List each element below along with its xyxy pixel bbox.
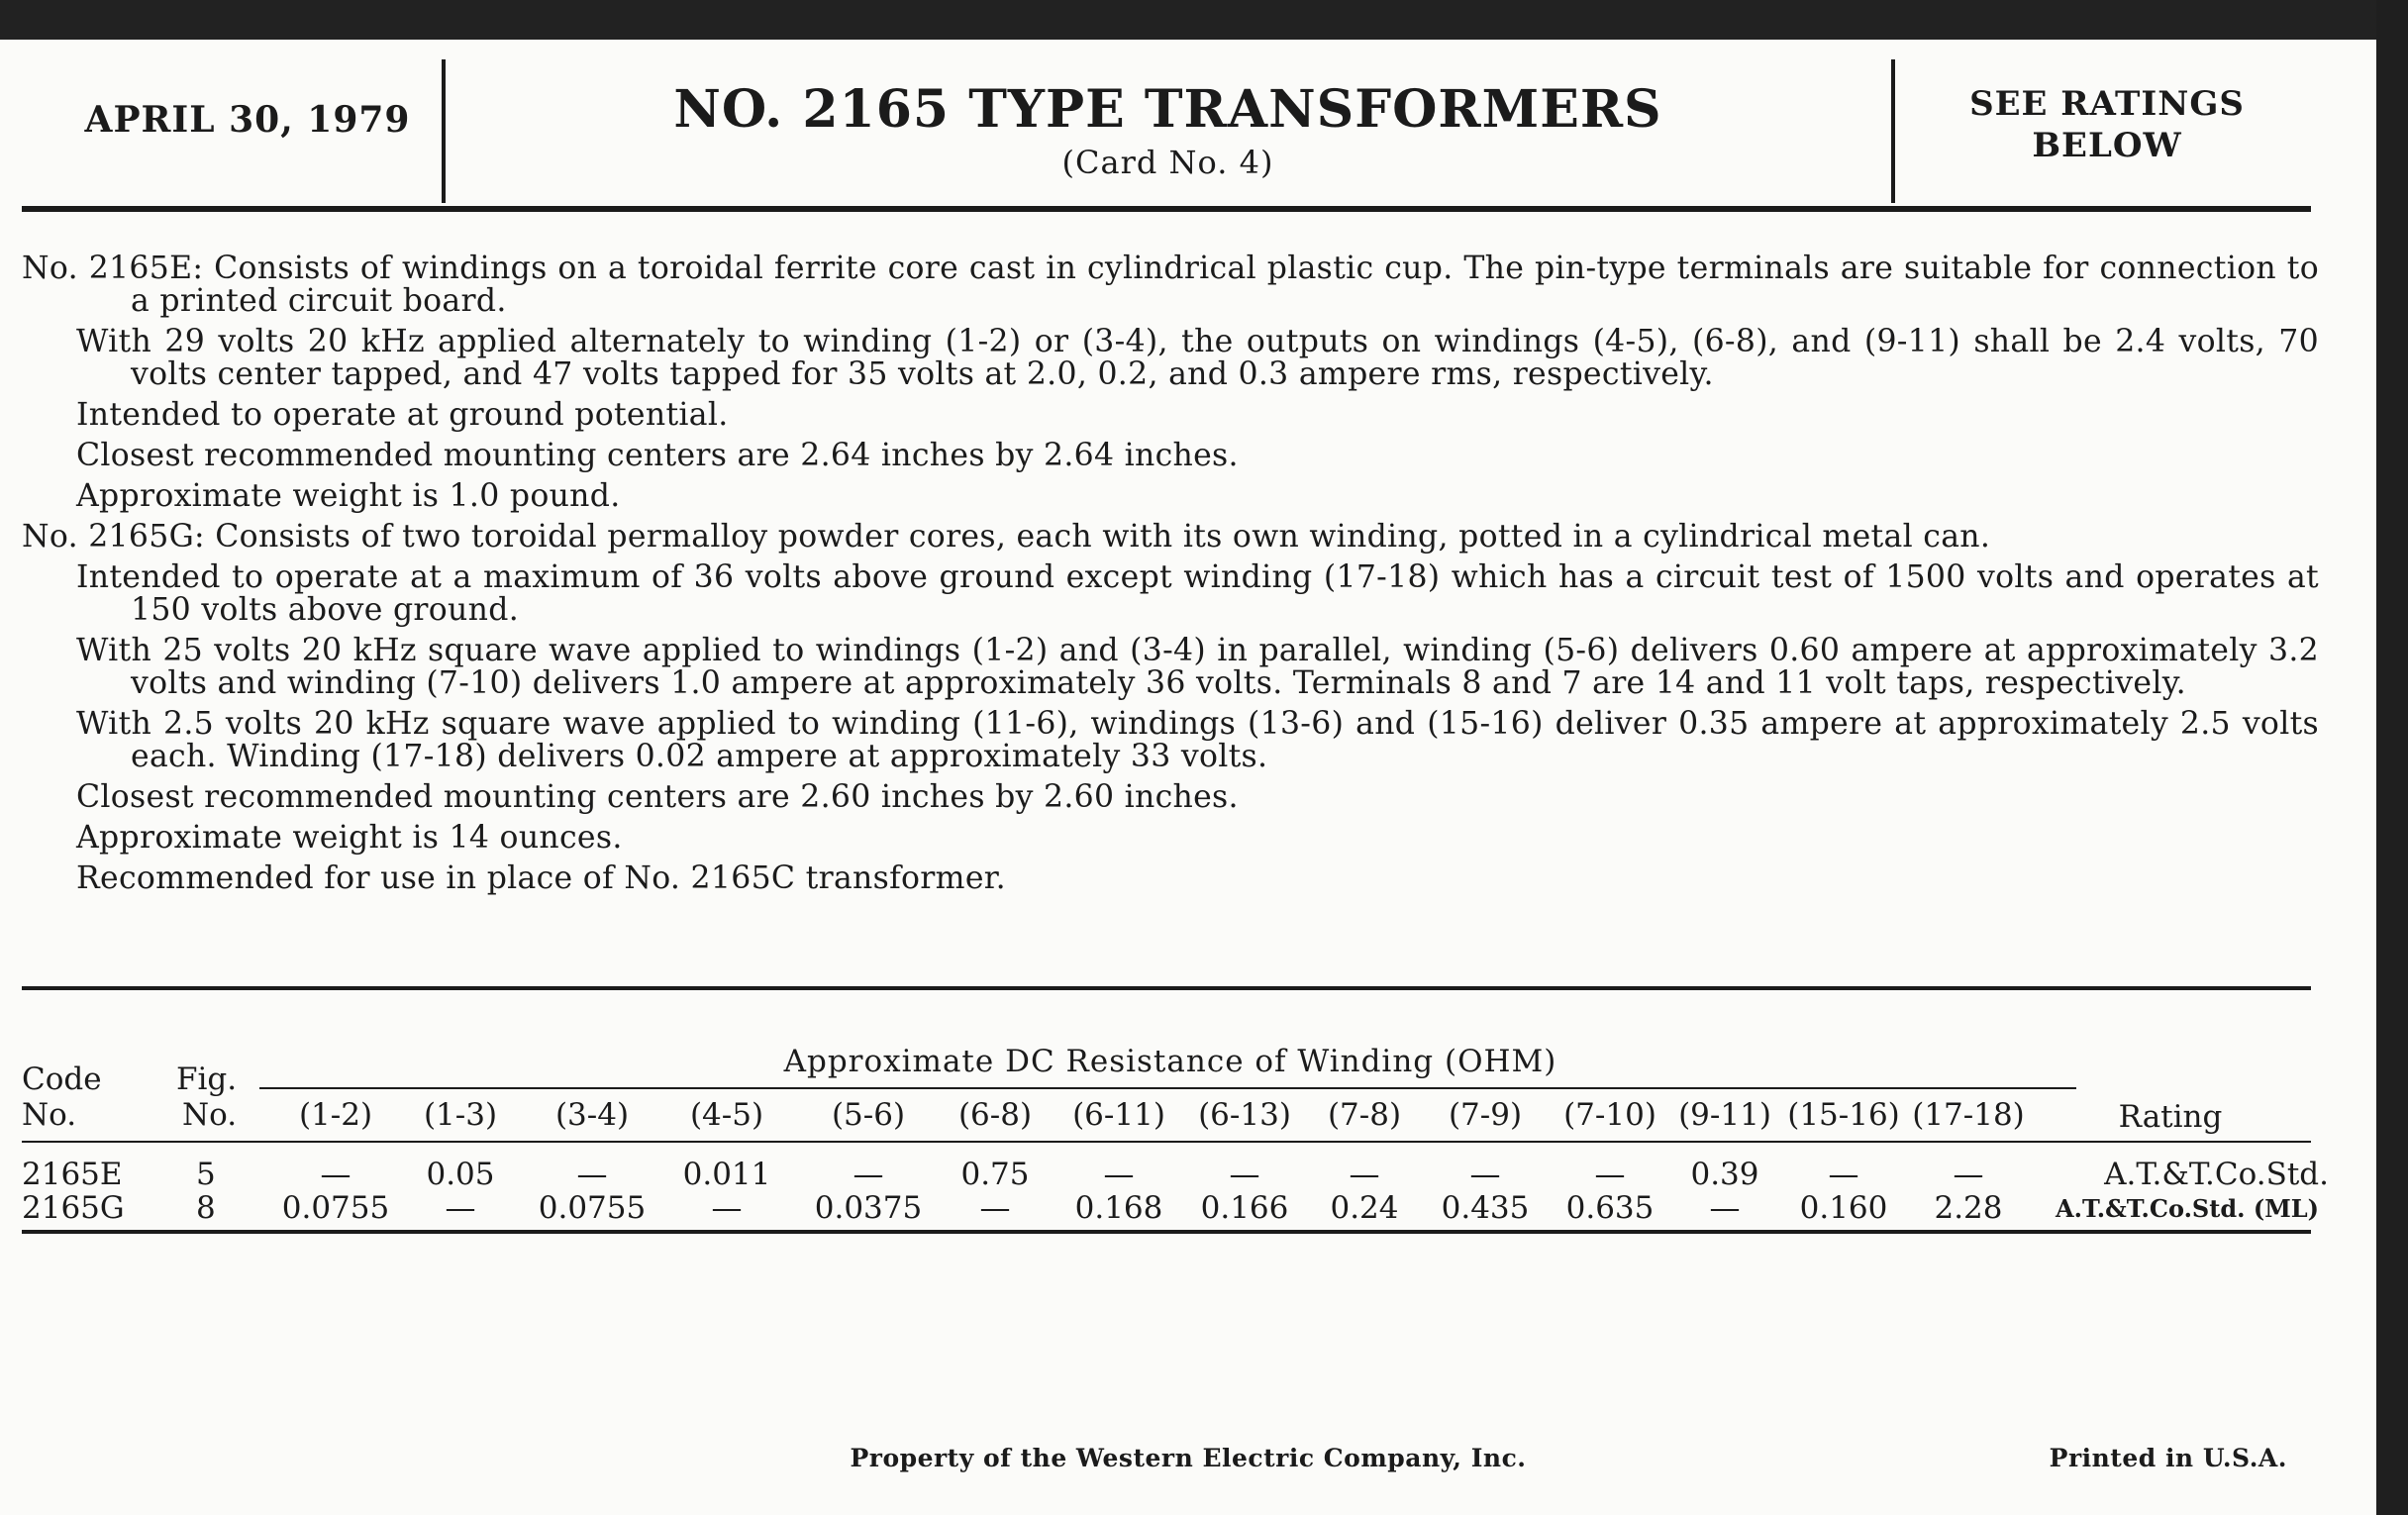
card-number: (Card No. 4) — [1061, 144, 1274, 181]
resistance-value: — — [1828, 1157, 1859, 1192]
para-2165g-square-wave-25v: With 25 volts 20 kHz square wave applied to windings (1-2) and (3-4) in parallel, winding (5-6) delivers 0.60 ampere at approximately 3.2 volts and winding (7-10) delivers 1.0 ampere at approximately 36 volts. Terminals 8 and 7 are 14 and 11 volt taps, respectively. — [76, 633, 2319, 701]
para-2165g-mounting: Closest recommended mounting centers are 2.60 inches by 2.60 inches. — [76, 779, 1239, 815]
resistance-value: 0.168 — [1074, 1190, 1163, 1226]
winding-column-header: (5-6) — [831, 1097, 906, 1133]
ratings-note-line1: SEE RATINGS — [1969, 84, 2245, 124]
winding-column-header: (9-11) — [1678, 1097, 1771, 1133]
ratings-note-line2: BELOW — [2032, 126, 2182, 165]
card-header — [0, 40, 2317, 208]
table-header-rule — [22, 1141, 2311, 1143]
winding-column-header: (6-13) — [1198, 1097, 1291, 1133]
resistance-value: 0.0755 — [281, 1190, 390, 1226]
winding-column-header: (4-5) — [689, 1097, 764, 1133]
winding-column-header: (6-11) — [1072, 1097, 1165, 1133]
resistance-value: — — [320, 1157, 351, 1192]
winding-column-header: (7-9) — [1448, 1097, 1523, 1133]
scan-border-top — [0, 0, 2408, 40]
resistance-value: — — [1469, 1157, 1501, 1192]
resistance-value: 2.28 — [1934, 1190, 2003, 1226]
resistance-value: 0.0755 — [538, 1190, 647, 1226]
row-code: 2165E — [22, 1157, 123, 1192]
winding-column-header: (1-2) — [298, 1097, 373, 1133]
resistance-value: 0.166 — [1200, 1190, 1289, 1226]
resistance-span-header: Approximate DC Resistance of Winding (OHM) — [783, 1044, 1557, 1079]
para-2165g-square-wave-2-5v: With 2.5 volts 20 kHz square wave applied to winding (11-6), windings (13-6) and (15-16) deliver 0.35 ampere at approximately 2.5 volts each. Winding (17-18) delivers 0.02 ampere at approximately 33 volts. — [76, 706, 2319, 774]
header-divider-left — [442, 59, 446, 203]
para-text: Consists of windings on a toroidal ferrite core cast in cylindrical plastic cup. The pin-type terminals are suitable for connection to a printed circuit board. — [131, 251, 2319, 319]
code-header-line1: Code — [22, 1061, 102, 1097]
winding-column-header: (7-10) — [1563, 1097, 1656, 1133]
table-bottom-rule — [22, 1230, 2311, 1234]
para-2165e-mounting: Closest recommended mounting centers are 2.64 inches by 2.64 inches. — [76, 438, 1239, 473]
resistance-value: — — [979, 1190, 1011, 1226]
resistance-value: — — [853, 1157, 884, 1192]
resistance-value: — — [1709, 1190, 1741, 1226]
code-header-line2: No. — [22, 1097, 77, 1133]
fig-header-line1: Fig. — [176, 1061, 238, 1097]
resistance-value: 0.160 — [1799, 1190, 1888, 1226]
para-text: Consists of two toroidal permalloy powder cores, each with its own winding, potted in a cylindrical metal can. — [215, 519, 1991, 555]
resistance-value: 0.75 — [960, 1157, 1030, 1192]
span-header-rule — [259, 1087, 2076, 1089]
para-2165e-intro — [22, 252, 2319, 318]
resistance-value: 0.635 — [1565, 1190, 1655, 1226]
winding-column-header: (17-18) — [1912, 1097, 2025, 1133]
description-body — [22, 252, 2319, 903]
para-2165g-replacement: Recommended for use in place of No. 2165C transformer. — [76, 860, 1006, 896]
ratings-note — [1899, 83, 2315, 166]
resistance-value: — — [1229, 1157, 1260, 1192]
resistance-value: 0.435 — [1441, 1190, 1530, 1226]
para-2165g-intro — [22, 521, 2319, 554]
fig-header-line2: No. — [182, 1097, 238, 1133]
table-top-rule — [22, 986, 2311, 990]
row-rating: A.T.&T.Co.Std. (ML) — [2056, 1194, 2319, 1223]
row-fig: 8 — [196, 1190, 216, 1226]
issue-date: APRIL 30, 1979 — [84, 99, 411, 141]
resistance-value: — — [1594, 1157, 1626, 1192]
resistance-value: 0.0375 — [814, 1190, 923, 1226]
page-title-block — [448, 79, 1888, 181]
page-title: NO. 2165 TYPE TRANSFORMERS — [673, 79, 1662, 140]
scan-border-right — [2376, 0, 2408, 1515]
header-rule — [22, 206, 2311, 212]
resistance-value: 0.011 — [682, 1157, 771, 1192]
para-2165g-potential: Intended to operate at a maximum of 36 volts above ground except winding (17-18) which has a circuit test of 1500 volts and operates at 150 volts above ground. — [76, 559, 2319, 628]
code-label-2165e: No. 2165E: — [22, 251, 204, 286]
resistance-value: 0.05 — [426, 1157, 495, 1192]
winding-column-header: (15-16) — [1787, 1097, 1900, 1133]
winding-column-header: (1-3) — [423, 1097, 498, 1133]
para-2165e-weight: Approximate weight is 1.0 pound. — [76, 478, 621, 514]
resistance-value: — — [1103, 1157, 1135, 1192]
rating-header: Rating — [2118, 1099, 2223, 1135]
row-code: 2165G — [22, 1190, 125, 1226]
para-2165e-outputs: With 29 volts 20 kHz applied alternately to winding (1-2) or (3-4), the outputs on windings (4-5), (6-8), and (9-11) shall be 2.4 volts, 70 volts center tapped, and 47 volts tapped for 35 volts at 2.0, 0.2, and 0.3 ampere rms, respectively. — [76, 324, 2319, 392]
header-divider-right — [1891, 59, 1895, 203]
code-label-2165g: No. 2165G: — [22, 519, 205, 555]
resistance-value: 0.39 — [1690, 1157, 1759, 1192]
resistance-value: — — [1349, 1157, 1380, 1192]
row-rating: A.T.&T.Co.Std. — [2104, 1157, 2329, 1192]
row-fig: 5 — [196, 1157, 216, 1192]
property-notice: Property of the Western Electric Company, Inc. — [850, 1444, 1527, 1472]
resistance-value: — — [445, 1190, 476, 1226]
printed-notice: Printed in U.S.A. — [2049, 1444, 2287, 1472]
winding-column-header: (7-8) — [1327, 1097, 1402, 1133]
resistance-value: — — [711, 1190, 743, 1226]
resistance-value: 0.24 — [1330, 1190, 1399, 1226]
resistance-value: — — [576, 1157, 608, 1192]
para-2165g-weight: Approximate weight is 14 ounces. — [76, 820, 623, 856]
data-card — [0, 40, 2376, 1515]
resistance-value: — — [1953, 1157, 1984, 1192]
winding-column-header: (3-4) — [554, 1097, 630, 1133]
para-2165e-potential: Intended to operate at ground potential. — [76, 397, 729, 433]
winding-column-header: (6-8) — [957, 1097, 1033, 1133]
